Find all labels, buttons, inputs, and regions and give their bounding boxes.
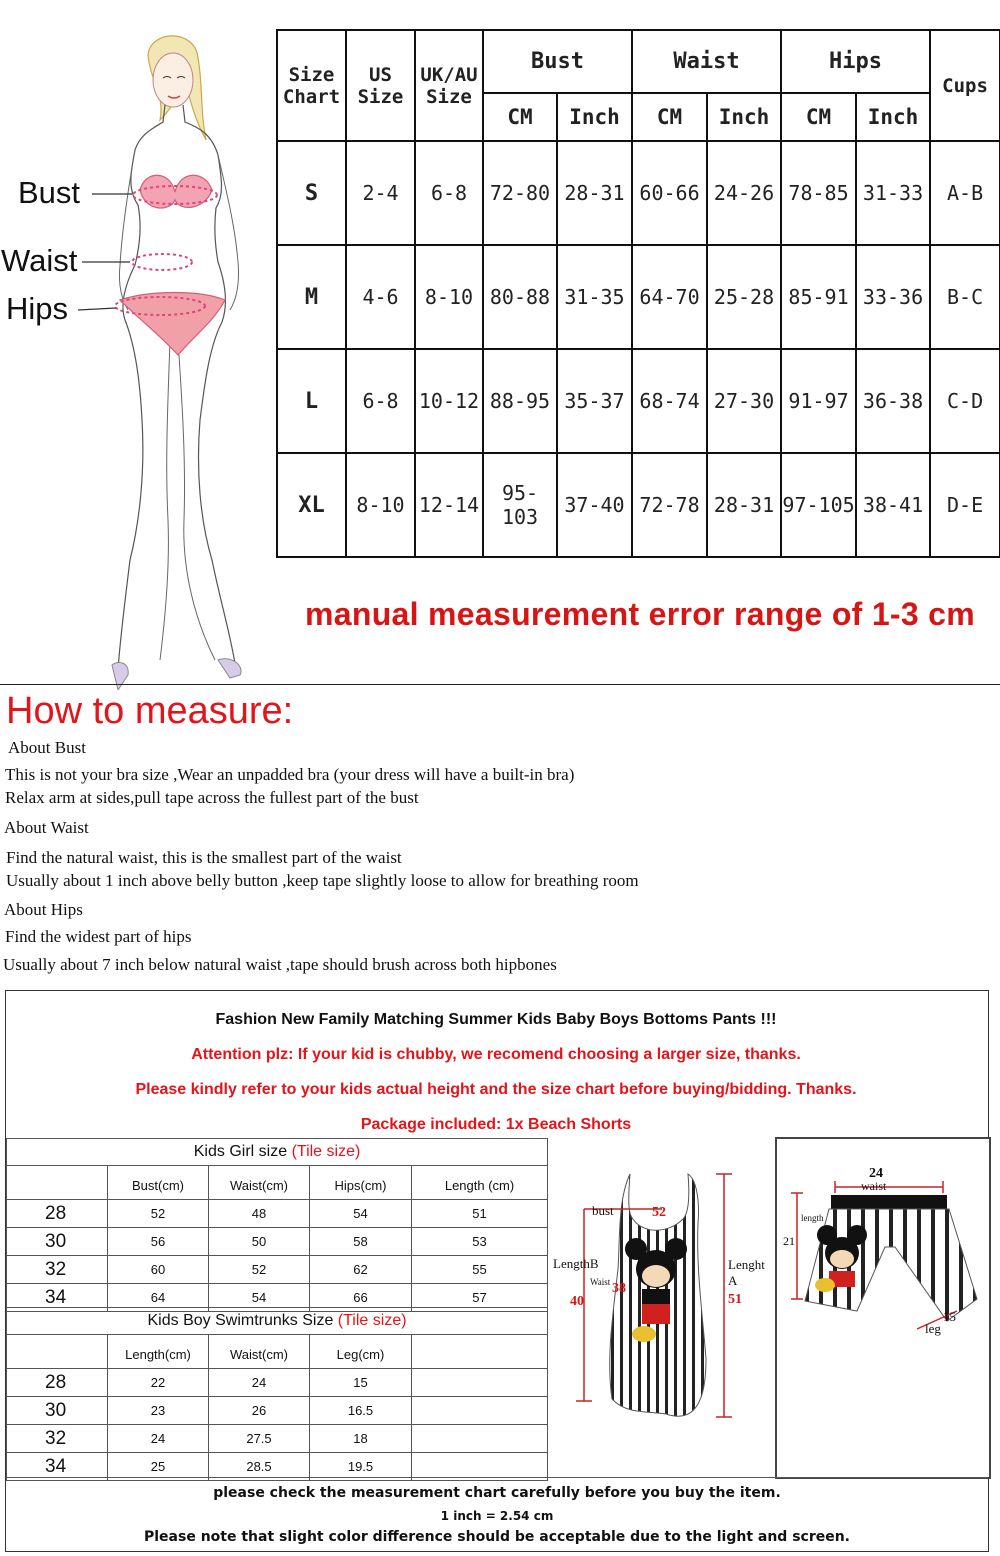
size-cell: S [277, 141, 346, 245]
table-row [277, 141, 1000, 245]
size-cell: L [277, 349, 346, 453]
inch-conversion-note: 1 inch = 2.54 cm [440, 1509, 554, 1523]
hips-label: Hips [6, 291, 69, 326]
length-a-value: 51 [728, 1292, 742, 1307]
hips-cm-cell: 85-91 [781, 245, 856, 349]
waist-annotation: Waist [590, 1277, 611, 1287]
bust-label: Bust [18, 175, 81, 210]
cups-cell: B-C [930, 245, 1000, 349]
table-row: 32 60 52 62 55 [7, 1256, 548, 1284]
hips-inch-cell: 31-33 [856, 141, 930, 245]
bust-inch-cell: 31-35 [557, 245, 632, 349]
bust-cm-cell: 95-103 [483, 453, 557, 557]
bust-inch-cell: 37-40 [557, 453, 632, 557]
hips-instruction: Usually about 7 inch below natural waist ,tape should brush across both hipbones [3, 955, 557, 974]
column-header: Waist(cm) [209, 1335, 310, 1369]
column-header: Hips(cm) [310, 1166, 412, 1200]
leg-annotation: leg [925, 1321, 941, 1336]
us-cell: 6-8 [346, 349, 415, 453]
about-hips-heading: About Hips [4, 900, 83, 919]
swimsuit-diagram [548, 1139, 774, 1475]
cups-cell: D-E [930, 453, 1000, 557]
hips-inch-cell: 33-36 [856, 245, 930, 349]
boy-table-title: Kids Boy Swimtrunks Size (Tile size) [7, 1308, 548, 1335]
refer-note: Please kindly refer to your kids actual height and the size chart before buying/bidding. Thanks. [135, 1081, 857, 1098]
kids-title: Fashion New Family Matching Summer Kids Baby Boys Bottoms Pants !!! [215, 1011, 777, 1028]
waist-cm-cell: 60-66 [632, 141, 707, 245]
cups-cell: C-D [930, 349, 1000, 453]
hips-inch-header: Inch [856, 93, 930, 141]
waist-inch-cell: 24-26 [707, 141, 781, 245]
us-size-header: US Size [346, 30, 415, 141]
about-bust-heading: About Bust [8, 738, 86, 757]
width-value: 24 [869, 1166, 883, 1181]
uk-cell: 8-10 [415, 245, 483, 349]
kids-girl-size-table [6, 1138, 548, 1312]
body-sketch-illustration [0, 0, 275, 690]
divider [0, 684, 1000, 685]
ukau-size-header: UK/AU Size [415, 30, 483, 141]
check-chart-note: please check the measurement chart carefully before you buy the item. [213, 1485, 781, 1501]
waist-cm-cell: 72-78 [632, 453, 707, 557]
bust-cm-cell: 88-95 [483, 349, 557, 453]
color-difference-note: Please note that slight color difference should be acceptable due to the light and screen. [143, 1529, 850, 1545]
divider [6, 1477, 988, 1478]
bust-value: 52 [652, 1205, 666, 1220]
about-waist-heading: About Waist [4, 818, 89, 837]
column-header: Bust(cm) [108, 1166, 209, 1200]
hips-cm-cell: 78-85 [781, 141, 856, 245]
bust-instruction: Relax arm at sides,pull tape across the fullest part of the bust [5, 788, 419, 807]
waist-cm-cell: 64-70 [632, 245, 707, 349]
size-chart-table [276, 29, 1000, 558]
package-note: Package included: 1x Beach Shorts [360, 1116, 632, 1133]
hips-header: Hips [781, 30, 930, 93]
length-a-annotation: Lenght A [728, 1257, 765, 1288]
waist-instruction: Usually about 1 inch above belly button ,keep tape slightly loose to allow for breathing room [6, 871, 639, 890]
column-header: Waist(cm) [209, 1166, 310, 1200]
length-value: 21 [783, 1234, 795, 1248]
column-header: Leg(cm) [310, 1335, 412, 1369]
kids-boy-size-table [6, 1307, 548, 1481]
table-row: 30 23 26 16.5 [7, 1397, 548, 1425]
waist-inch-cell: 25-28 [707, 245, 781, 349]
table-row [277, 349, 1000, 453]
how-to-measure-title: How to measure: [6, 690, 294, 732]
waist-cm-cell: 68-74 [632, 349, 707, 453]
bust-cm-cell: 72-80 [483, 141, 557, 245]
waist-instruction: Find the natural waist, this is the smallest part of the waist [6, 848, 402, 867]
waist-header: Waist [632, 30, 781, 93]
error-range-note: manual measurement error range of 1-3 cm [305, 596, 976, 632]
uk-cell: 6-8 [415, 141, 483, 245]
hips-cm-cell: 91-97 [781, 349, 856, 453]
bust-inch-cell: 35-37 [557, 349, 632, 453]
swim-shorts-diagram [775, 1137, 991, 1479]
table-row: 32 24 27.5 18 [7, 1425, 548, 1453]
uk-cell: 12-14 [415, 453, 483, 557]
column-header: Length(cm) [108, 1335, 209, 1369]
bust-inch-cell: 28-31 [557, 141, 632, 245]
length-b-annotation: LengthB [553, 1256, 599, 1271]
cups-cell: A-B [930, 141, 1000, 245]
size-cell: XL [277, 453, 346, 557]
uk-cell: 10-12 [415, 349, 483, 453]
bust-cm-cell: 80-88 [483, 245, 557, 349]
bust-cm-header: CM [483, 93, 557, 141]
size-chart-header: Size Chart [277, 30, 346, 141]
hips-inch-cell: 38-41 [856, 453, 930, 557]
table-row: 34 64 54 66 57 [7, 1284, 548, 1312]
cups-header: Cups [930, 30, 1000, 141]
waist-cm-header: CM [632, 93, 707, 141]
leg-value: 15 [943, 1309, 956, 1324]
us-cell: 4-6 [346, 245, 415, 349]
us-cell: 2-4 [346, 141, 415, 245]
bust-inch-header: Inch [557, 93, 632, 141]
hips-instruction: Find the widest part of hips [5, 927, 192, 946]
waist-inch-header: Inch [707, 93, 781, 141]
table-row: 28 52 48 54 51 [7, 1200, 548, 1228]
waist-label: Waist [1, 243, 78, 278]
hips-inch-cell: 36-38 [856, 349, 930, 453]
bust-annotation: bust [592, 1203, 614, 1218]
table-row: 30 56 50 58 53 [7, 1228, 548, 1256]
fashion-figure [0, 0, 275, 690]
hips-cm-cell: 97-105 [781, 453, 856, 557]
waist-inch-cell: 27-30 [707, 349, 781, 453]
table-row [277, 245, 1000, 349]
waist-inch-cell: 28-31 [707, 453, 781, 557]
table-row: 34 25 28.5 19.5 [7, 1453, 548, 1481]
girl-table-title: Kids Girl size (Tile size) [7, 1139, 548, 1166]
hips-cm-header: CM [781, 93, 856, 141]
size-cell: M [277, 245, 346, 349]
table-row: 28 22 24 15 [7, 1369, 548, 1397]
waist-annotation: waist [861, 1179, 887, 1193]
length-b-value: 40 [570, 1294, 584, 1309]
waist-value: 38 [612, 1281, 626, 1296]
length-annotation: length [801, 1213, 824, 1223]
us-cell: 8-10 [346, 453, 415, 557]
column-header: Length (cm) [412, 1166, 548, 1200]
attention-note: Attention plz: If your kid is chubby, we recomend choosing a larger size, thanks. [191, 1046, 801, 1063]
bust-instruction: This is not your bra size ,Wear an unpadded bra (your dress will have a built-in bra) [5, 765, 575, 784]
bust-header: Bust [483, 30, 632, 93]
table-row [277, 453, 1000, 557]
